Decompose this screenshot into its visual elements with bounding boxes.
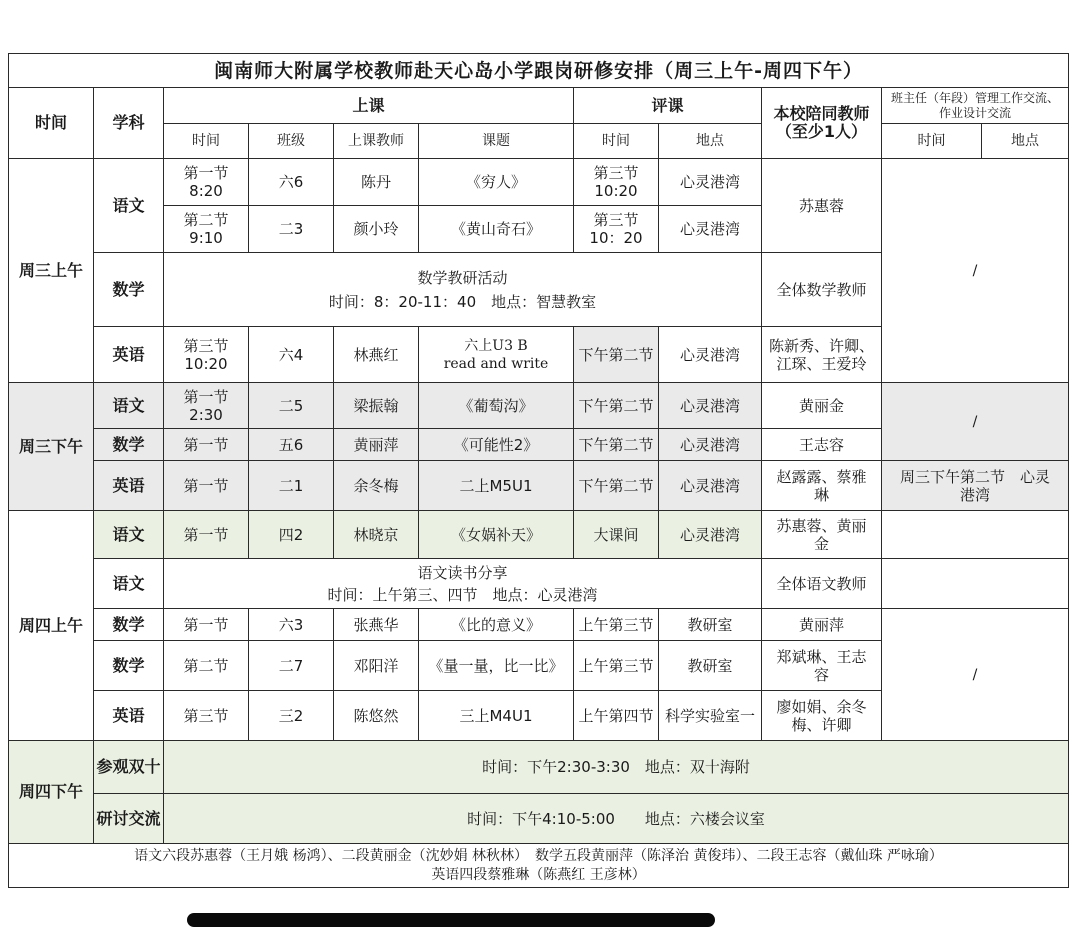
- review-time-cell: 上午第四节: [574, 691, 659, 741]
- review-place-cell: 教研室: [659, 609, 762, 641]
- activity-detail: 时间：上午第三、四节 地点：心灵港湾: [327, 585, 598, 604]
- mgmt-cell-empty: [882, 511, 1069, 559]
- review-place-cell: 心灵港湾: [659, 383, 762, 429]
- subject-cell: 英语: [94, 327, 164, 383]
- review-time-cell: 下午第二节: [574, 461, 659, 511]
- topic-cell: 《比的意义》: [419, 609, 574, 641]
- review-place-cell: 心灵港湾: [659, 511, 762, 559]
- topic-cell: 《穷人》: [419, 159, 574, 206]
- teacher-cell: 梁振翰: [334, 383, 419, 429]
- class-no-cell: 六6: [249, 159, 334, 206]
- block-label-thu-pm: 周四下午: [9, 741, 94, 844]
- accompany-cell: [762, 327, 882, 383]
- class-time-cell: 第二节: [164, 641, 249, 691]
- class-no-cell: 三2: [249, 691, 334, 741]
- teacher-cell: 陈悠然: [334, 691, 419, 741]
- review-time-cell: 下午第二节: [574, 327, 659, 383]
- accompany-line2: 容: [813, 665, 829, 684]
- topic-cell: 《葡萄沟》: [419, 383, 574, 429]
- class-time-line2: 10:20: [184, 354, 228, 373]
- class-no-cell: 二7: [249, 641, 334, 691]
- visit-info-cell: 时间：下午2:30-3:30 地点：双十海附: [164, 741, 1069, 794]
- topic-cell: 《可能性2》: [419, 429, 574, 461]
- class-time-line1: 第一节: [183, 164, 229, 182]
- subject-cell: 参观双十: [94, 741, 164, 794]
- topic-cell: 《量一量，比一比》: [419, 641, 574, 691]
- review-place-cell: 教研室: [659, 641, 762, 691]
- activity-cell: [164, 559, 762, 609]
- class-no-cell: 六3: [249, 609, 334, 641]
- accompany-line2: 琳: [813, 485, 829, 504]
- class-time-line2: 8:20: [189, 182, 223, 200]
- review-time-cell: 下午第二节: [574, 429, 659, 461]
- review-place-cell: 心灵港湾: [659, 461, 762, 511]
- header-mgmt-line2: 作业设计交流: [939, 105, 1012, 120]
- accompany-line1: 赵露露、蔡雅: [776, 467, 867, 486]
- accompany-cell: [762, 511, 882, 559]
- class-time-cell: 第一节: [164, 429, 249, 461]
- mgmt-line1: 周三下午第二节 心灵: [900, 467, 1051, 486]
- accompany-line2: 江琛、王爱玲: [776, 354, 867, 373]
- subheader-review-time: 时间: [574, 124, 659, 159]
- review-time-line1: 第三节: [593, 211, 639, 229]
- review-place-cell: 心灵港湾: [659, 327, 762, 383]
- subject-cell: 语文: [94, 511, 164, 559]
- class-time-line2: 9:10: [189, 229, 223, 247]
- home-indicator-bar[interactable]: [187, 913, 715, 927]
- subheader-class-time: 时间: [164, 124, 249, 159]
- class-time-cell: 第一节: [164, 461, 249, 511]
- schedule-table: [8, 53, 1069, 888]
- subheader-topic: 课题: [419, 124, 574, 159]
- class-time-cell: [164, 159, 249, 206]
- topic-cell: 三上M4U1: [419, 691, 574, 741]
- table-row: [9, 559, 1069, 609]
- topic-cell: 《女娲补天》: [419, 511, 574, 559]
- accompany-cell: 王志容: [762, 429, 882, 461]
- accompany-cell: 全体语文教师: [762, 559, 882, 609]
- activity-title: 语文读书分享: [417, 563, 508, 582]
- review-place-cell: 心灵港湾: [659, 159, 762, 206]
- review-time-cell: 下午第二节: [574, 383, 659, 429]
- subheader-teacher: 上课教师: [334, 124, 419, 159]
- teacher-cell: 陈丹: [334, 159, 419, 206]
- table-row: [9, 609, 1069, 641]
- header-accompany-line2: （至少1人）: [775, 122, 868, 141]
- subject-cell: 数学: [94, 429, 164, 461]
- accompany-cell: [762, 691, 882, 741]
- subject-cell: 英语: [94, 461, 164, 511]
- review-time-line2: 10:20: [594, 182, 638, 200]
- accompany-line1: 郑斌琳、王志: [776, 647, 867, 666]
- table-row: [9, 461, 1069, 511]
- class-time-line1: 第三节: [183, 336, 229, 355]
- topic-cell: 二上M5U1: [419, 461, 574, 511]
- header-time: 时间: [9, 88, 94, 159]
- review-time-cell: 大课间: [574, 511, 659, 559]
- mgmt-cell-wed-pm-english: [882, 461, 1069, 511]
- mgmt-cell-empty: [882, 559, 1069, 609]
- subheader-review-place: 地点: [659, 124, 762, 159]
- review-time-cell: 上午第三节: [574, 609, 659, 641]
- topic-cell: 《黄山奇石》: [419, 206, 574, 253]
- accompany-line2: 金: [813, 534, 829, 553]
- class-time-cell: [164, 206, 249, 253]
- review-time-line1: 第三节: [593, 164, 639, 182]
- footer-note: [9, 844, 1069, 888]
- class-no-cell: 五6: [249, 429, 334, 461]
- accompany-line1: 陈新秀、许卿、: [768, 336, 874, 355]
- topic-cell: [419, 327, 574, 383]
- table-row: [9, 794, 1069, 844]
- accompany-cell: 全体数学教师: [762, 253, 882, 327]
- subject-cell: 数学: [94, 641, 164, 691]
- mgmt-line2: 港湾: [960, 485, 991, 504]
- mgmt-cell-thu-am: /: [882, 609, 1069, 741]
- seminar-info-cell: 时间：下午4:10-5:00 地点：六楼会议室: [164, 794, 1069, 844]
- subheader-mgmt-place: 地点: [982, 124, 1069, 159]
- block-label-wed-pm: 周三下午: [9, 383, 94, 511]
- accompany-cell: 黄丽萍: [762, 609, 882, 641]
- table-row: [9, 383, 1069, 429]
- subheader-class-no: 班级: [249, 124, 334, 159]
- accompany-line1: 苏惠蓉、黄丽: [776, 516, 867, 535]
- subject-cell: 语文: [94, 383, 164, 429]
- accompany-line1: 廖如娟、余冬: [776, 697, 867, 716]
- review-time-cell: [574, 206, 659, 253]
- activity-cell: [164, 253, 762, 327]
- header-class-group: 上课: [164, 88, 574, 124]
- header-review-group: 评课: [574, 88, 762, 124]
- teacher-cell: 林晓京: [334, 511, 419, 559]
- topic-line1: 六上U3 B: [464, 337, 528, 354]
- activity-title: 数学教研活动: [417, 268, 508, 287]
- subheader-mgmt-time: 时间: [882, 124, 982, 159]
- mgmt-cell-wed-pm: /: [882, 383, 1069, 461]
- class-time-line1: 第二节: [183, 211, 229, 229]
- class-time-line1: 第一节: [183, 387, 229, 406]
- table-row: [9, 159, 1069, 206]
- review-place-cell: 心灵港湾: [659, 429, 762, 461]
- topic-line2: read and write: [443, 355, 549, 372]
- class-no-cell: 六4: [249, 327, 334, 383]
- review-time-cell: [574, 159, 659, 206]
- header-subject: 学科: [94, 88, 164, 159]
- subject-cell: 语文: [94, 159, 164, 253]
- table-row: [9, 511, 1069, 559]
- review-time-cell: 上午第三节: [574, 641, 659, 691]
- accompany-cell: 苏惠蓉: [762, 159, 882, 253]
- class-time-line2: 2:30: [189, 405, 223, 424]
- subject-cell: 英语: [94, 691, 164, 741]
- teacher-cell: 张燕华: [334, 609, 419, 641]
- header-accompany: [762, 88, 882, 159]
- subject-cell: 数学: [94, 609, 164, 641]
- review-place-cell: 科学实验室一: [659, 691, 762, 741]
- subject-cell: 研讨交流: [94, 794, 164, 844]
- class-time-cell: [164, 383, 249, 429]
- class-no-cell: 四2: [249, 511, 334, 559]
- teacher-cell: 林燕红: [334, 327, 419, 383]
- teacher-cell: 邓阳洋: [334, 641, 419, 691]
- mgmt-cell-wed-am: /: [882, 159, 1069, 383]
- teacher-cell: 余冬梅: [334, 461, 419, 511]
- subject-cell: 数学: [94, 253, 164, 327]
- class-no-cell: 二1: [249, 461, 334, 511]
- class-time-cell: 第三节: [164, 691, 249, 741]
- subject-cell: 语文: [94, 559, 164, 609]
- accompany-cell: [762, 641, 882, 691]
- teacher-cell: 黄丽萍: [334, 429, 419, 461]
- teacher-cell: 颜小玲: [334, 206, 419, 253]
- page-title: 闽南师大附属学校教师赴天心岛小学跟岗研修安排（周三上午-周四下午）: [9, 54, 1069, 88]
- class-no-cell: 二3: [249, 206, 334, 253]
- class-time-cell: [164, 327, 249, 383]
- header-mgmt: [882, 88, 1069, 124]
- footer-line2: 英语四段蔡雅琳（陈燕红 王彦林）: [431, 866, 646, 883]
- accompany-line2: 梅、许卿: [791, 715, 852, 734]
- schedule-sheet: [8, 53, 1068, 888]
- block-label-thu-am: 周四上午: [9, 511, 94, 741]
- table-row: [9, 741, 1069, 794]
- block-label-wed-am: 周三上午: [9, 159, 94, 383]
- activity-detail: 时间：8：20-11：40 地点：智慧教室: [328, 292, 597, 311]
- accompany-cell: [762, 461, 882, 511]
- review-place-cell: 心灵港湾: [659, 206, 762, 253]
- review-time-line2: 10：20: [589, 229, 643, 247]
- class-no-cell: 二5: [249, 383, 334, 429]
- class-time-cell: 第一节: [164, 511, 249, 559]
- accompany-cell: 黄丽金: [762, 383, 882, 429]
- header-mgmt-line1: 班主任（年段）管理工作交流、: [891, 90, 1060, 105]
- header-accompany-line1: 本校陪同教师: [773, 104, 870, 123]
- class-time-cell: 第一节: [164, 609, 249, 641]
- footer-line1: 语文六段苏惠蓉（王月娥 杨鸿）、二段黄丽金（沈妙娟 林秋林） 数学五段黄丽萍（陈泽治 黄俊玮）、二段王志容（戴仙珠 严咏瑜）: [134, 847, 943, 864]
